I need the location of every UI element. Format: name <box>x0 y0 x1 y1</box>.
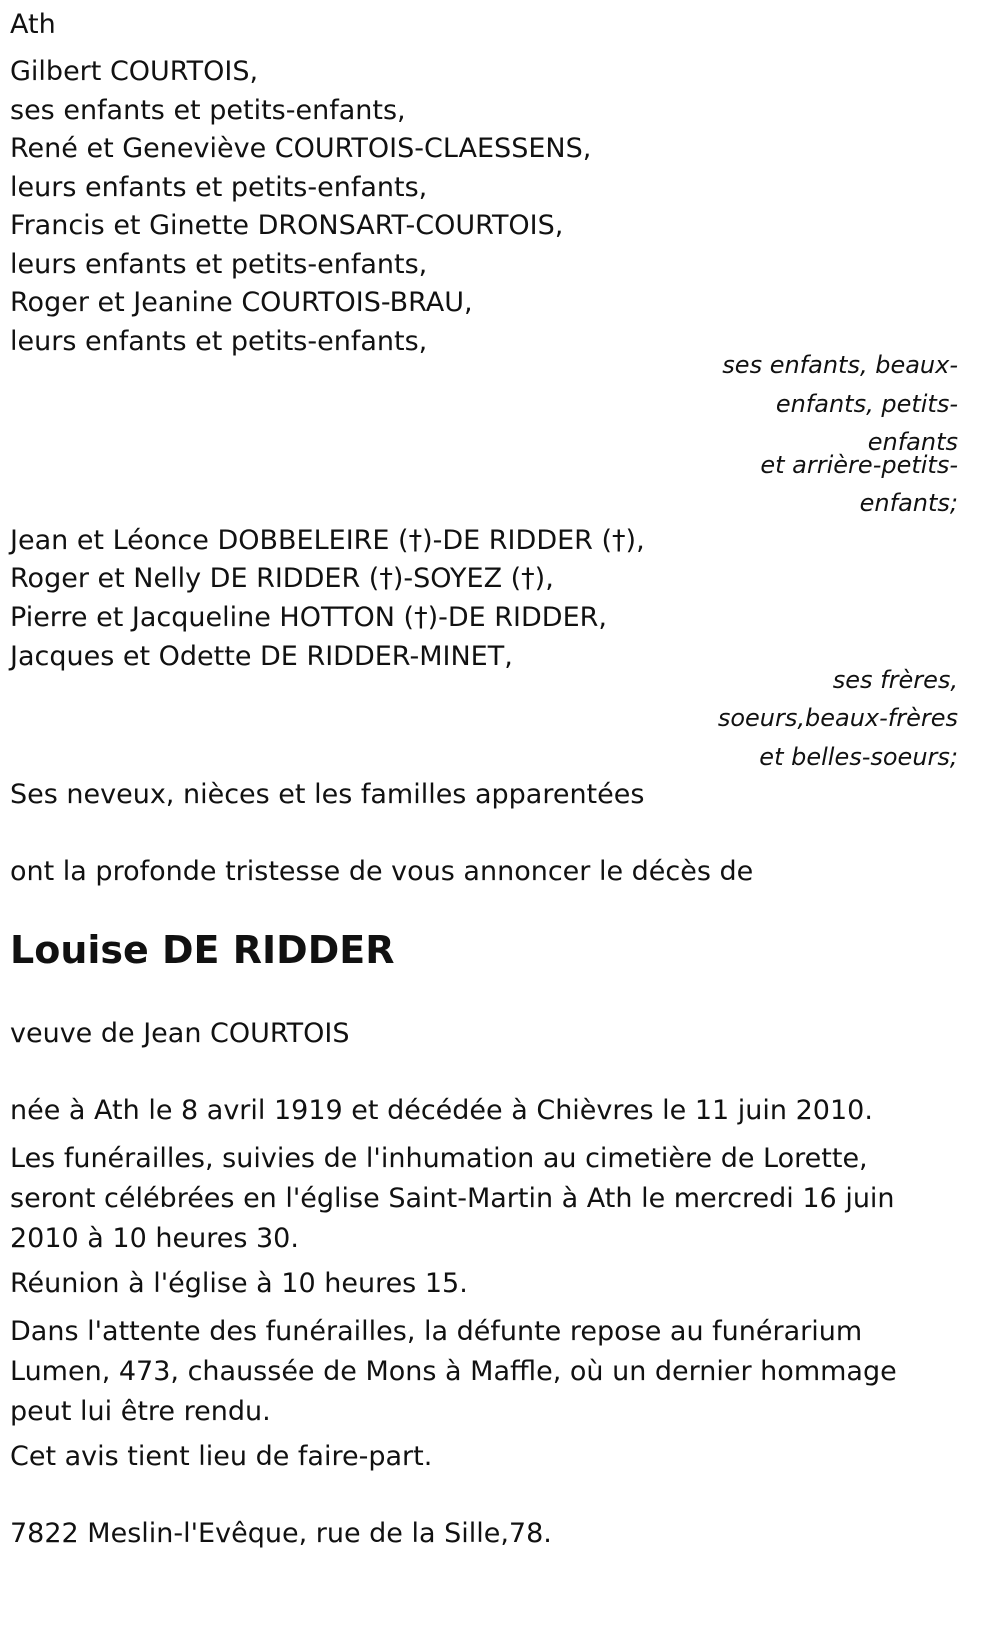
birth-death-line: née à Ath le 8 avril 1919 et décédée à Chièvres le 11 juin 2010. <box>10 1095 873 1126</box>
meeting-line: Réunion à l'église à 10 heures 15. <box>10 1268 468 1299</box>
relatives-line: Ses neveux, nièces et les familles apparentées <box>10 779 645 810</box>
announcement-line: ont la profonde tristesse de vous annoncer le décès de <box>10 856 754 887</box>
family-line: leurs enfants et petits-enfants, <box>10 249 428 280</box>
role-label-great-grandchildren: et arrière-petits- <box>760 451 958 479</box>
sibling-line: Jacques et Odette DE RIDDER-MINET, <box>10 641 513 672</box>
widow-of-line: veuve de Jean COURTOIS <box>10 1018 350 1049</box>
role-label-siblings: soeurs,beaux-frères <box>717 704 958 732</box>
address-line: 7822 Meslin-l'Evêque, rue de la Sille,78. <box>10 1518 552 1549</box>
family-line: René et Geneviève COURTOIS-CLAESSENS, <box>10 133 592 164</box>
family-line: leurs enfants et petits-enfants, <box>10 172 428 203</box>
role-label-children: ses enfants, beaux- <box>722 351 958 379</box>
role-label-children: enfants <box>867 428 958 456</box>
role-label-great-grandchildren: enfants; <box>859 489 958 517</box>
sibling-line: Pierre et Jacqueline HOTTON (†)-DE RIDDER, <box>10 602 607 633</box>
funeral-paragraph: Les funérailles, suivies de l'inhumation au cimetière de Lorette, seront célébrées en l'église Saint-Martin à Ath le mercredi 16 juin 2010 à 10 heures 30. <box>10 1143 895 1254</box>
family-line: ses enfants et petits-enfants, <box>10 95 406 126</box>
sibling-line: Roger et Nelly DE RIDDER (†)-SOYEZ (†), <box>10 563 554 594</box>
family-line: Gilbert COURTOIS, <box>10 56 259 87</box>
family-line: Roger et Jeanine COURTOIS-BRAU, <box>10 287 473 318</box>
viewing-paragraph: Dans l'attente des funérailles, la défunte repose au funérarium Lumen, 473, chaussée de Mons à Maffle, où un dernier hommage peut lui être rendu. <box>10 1316 897 1427</box>
family-line: leurs enfants et petits-enfants, <box>10 326 428 357</box>
role-label-siblings: ses frères, <box>832 666 958 694</box>
deceased-name: Louise DE RIDDER <box>10 928 395 972</box>
family-line: Francis et Ginette DRONSART-COURTOIS, <box>10 210 564 241</box>
city-header: Ath <box>10 9 56 40</box>
role-label-children: enfants, petits- <box>775 390 958 418</box>
sibling-line: Jean et Léonce DOBBELEIRE (†)-DE RIDDER (†), <box>10 525 645 556</box>
role-label-siblings: et belles-soeurs; <box>759 743 958 771</box>
notice-line: Cet avis tient lieu de faire-part. <box>10 1441 433 1472</box>
